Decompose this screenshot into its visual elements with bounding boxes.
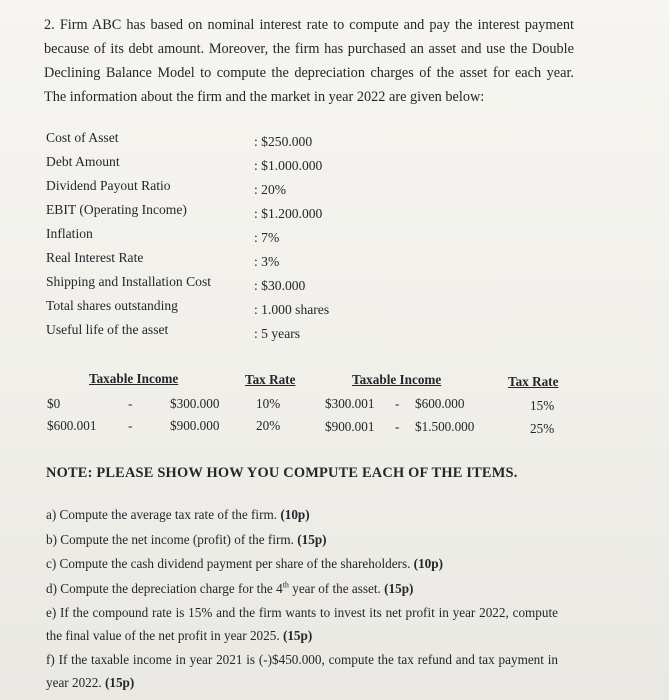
- param-label: Shipping and Installation Cost: [46, 274, 212, 289]
- question-intro: [44, 13, 574, 109]
- right-income-header: Taxable Income: [352, 372, 442, 387]
- param-label: Real Interest Rate: [46, 250, 144, 265]
- bracket-rate: 20%: [256, 418, 281, 433]
- param-value: : $1.200.000: [254, 206, 323, 221]
- bracket-dash: -: [128, 418, 133, 433]
- bracket-rate: 15%: [530, 398, 555, 413]
- right-rate-header: Tax Rate: [508, 374, 559, 389]
- item-c: [46, 553, 558, 576]
- param-label: Debt Amount: [46, 154, 120, 169]
- item-e: [46, 602, 558, 647]
- param-label: Useful life of the asset: [46, 322, 169, 337]
- left-rate-header: Tax Rate: [245, 372, 296, 387]
- bracket-rate: 10%: [256, 396, 281, 411]
- question-items: [46, 504, 558, 694]
- instruction-note: NOTE: PLEASE SHOW HOW YOU COMPUTE EACH OF THE ITEMS.: [46, 465, 518, 481]
- param-value: : 1.000 shares: [254, 302, 330, 317]
- param-value: : $1.000.000: [254, 158, 323, 173]
- param-value: : 3%: [254, 254, 280, 269]
- param-value: : $250.000: [254, 134, 313, 149]
- item-f: [46, 649, 558, 694]
- left-income-header: Taxable Income: [89, 371, 179, 386]
- param-label: Inflation: [46, 226, 93, 241]
- bracket-dash: -: [395, 419, 400, 434]
- param-value: : 5 years: [254, 326, 301, 341]
- question-number: 2.: [44, 17, 55, 33]
- bracket-to: $900.000: [170, 418, 220, 433]
- item-points: (15p): [297, 531, 327, 547]
- bracket-rate: 25%: [530, 421, 555, 436]
- item-text-cont: year of the asset.: [288, 580, 381, 596]
- item-d: [46, 578, 558, 601]
- bracket-from: $600.001: [47, 418, 97, 433]
- item-superscript: th: [282, 580, 289, 590]
- param-label: Dividend Payout Ratio: [46, 178, 171, 193]
- item-points: (15p): [104, 674, 135, 690]
- param-label: Cost of Asset: [46, 130, 119, 145]
- item-a: [46, 504, 558, 527]
- param-value: : 7%: [254, 230, 280, 245]
- bracket-to: $300.000: [170, 396, 220, 411]
- item-points: (15p): [282, 627, 313, 643]
- param-value: : 20%: [254, 182, 287, 197]
- bracket-to: $1.500.000: [415, 419, 475, 434]
- param-value: : $30.000: [254, 278, 306, 293]
- bracket-from: $300.001: [325, 396, 375, 411]
- bracket-from: $900.001: [325, 419, 375, 434]
- param-label: EBIT (Operating Income): [46, 202, 187, 217]
- item-text: d) Compute the depreciation charge for the 4: [46, 580, 283, 596]
- item-b: [46, 529, 558, 552]
- bracket-from: $0: [47, 396, 61, 411]
- question-text: Firm ABC has based on nominal interest rate to compute and pay the interest payment because of its debt amount. Moreover, the firm has purchased an asset and use the Double Declining Balance Model to compute the depreciation charges of the asset for each year. The information about the firm and the market in year 2022 are given below:: [44, 17, 574, 105]
- item-text: b) Compute the net income (profit) of the firm.: [46, 531, 294, 547]
- item-points: (10p): [413, 556, 443, 571]
- item-points: (10p): [280, 507, 310, 522]
- item-text: f) If the taxable income in year 2021 is (-)$450.000, compute the tax refund and tax payment in year 2022.: [46, 652, 558, 690]
- item-text: e) If the compound rate is 15% and the firm wants to invest its net profit in year 2022, compute the final value of the net profit in year 2025.: [46, 605, 558, 643]
- bracket-dash: -: [395, 396, 400, 411]
- bracket-dash: -: [128, 396, 133, 411]
- item-points: (15p): [384, 580, 414, 596]
- param-label: Total shares outstanding: [46, 298, 178, 313]
- bracket-to: $600.000: [415, 396, 465, 411]
- item-text: a) Compute the average tax rate of the firm.: [46, 507, 278, 522]
- item-text: c) Compute the cash dividend payment per share of the shareholders.: [46, 556, 411, 571]
